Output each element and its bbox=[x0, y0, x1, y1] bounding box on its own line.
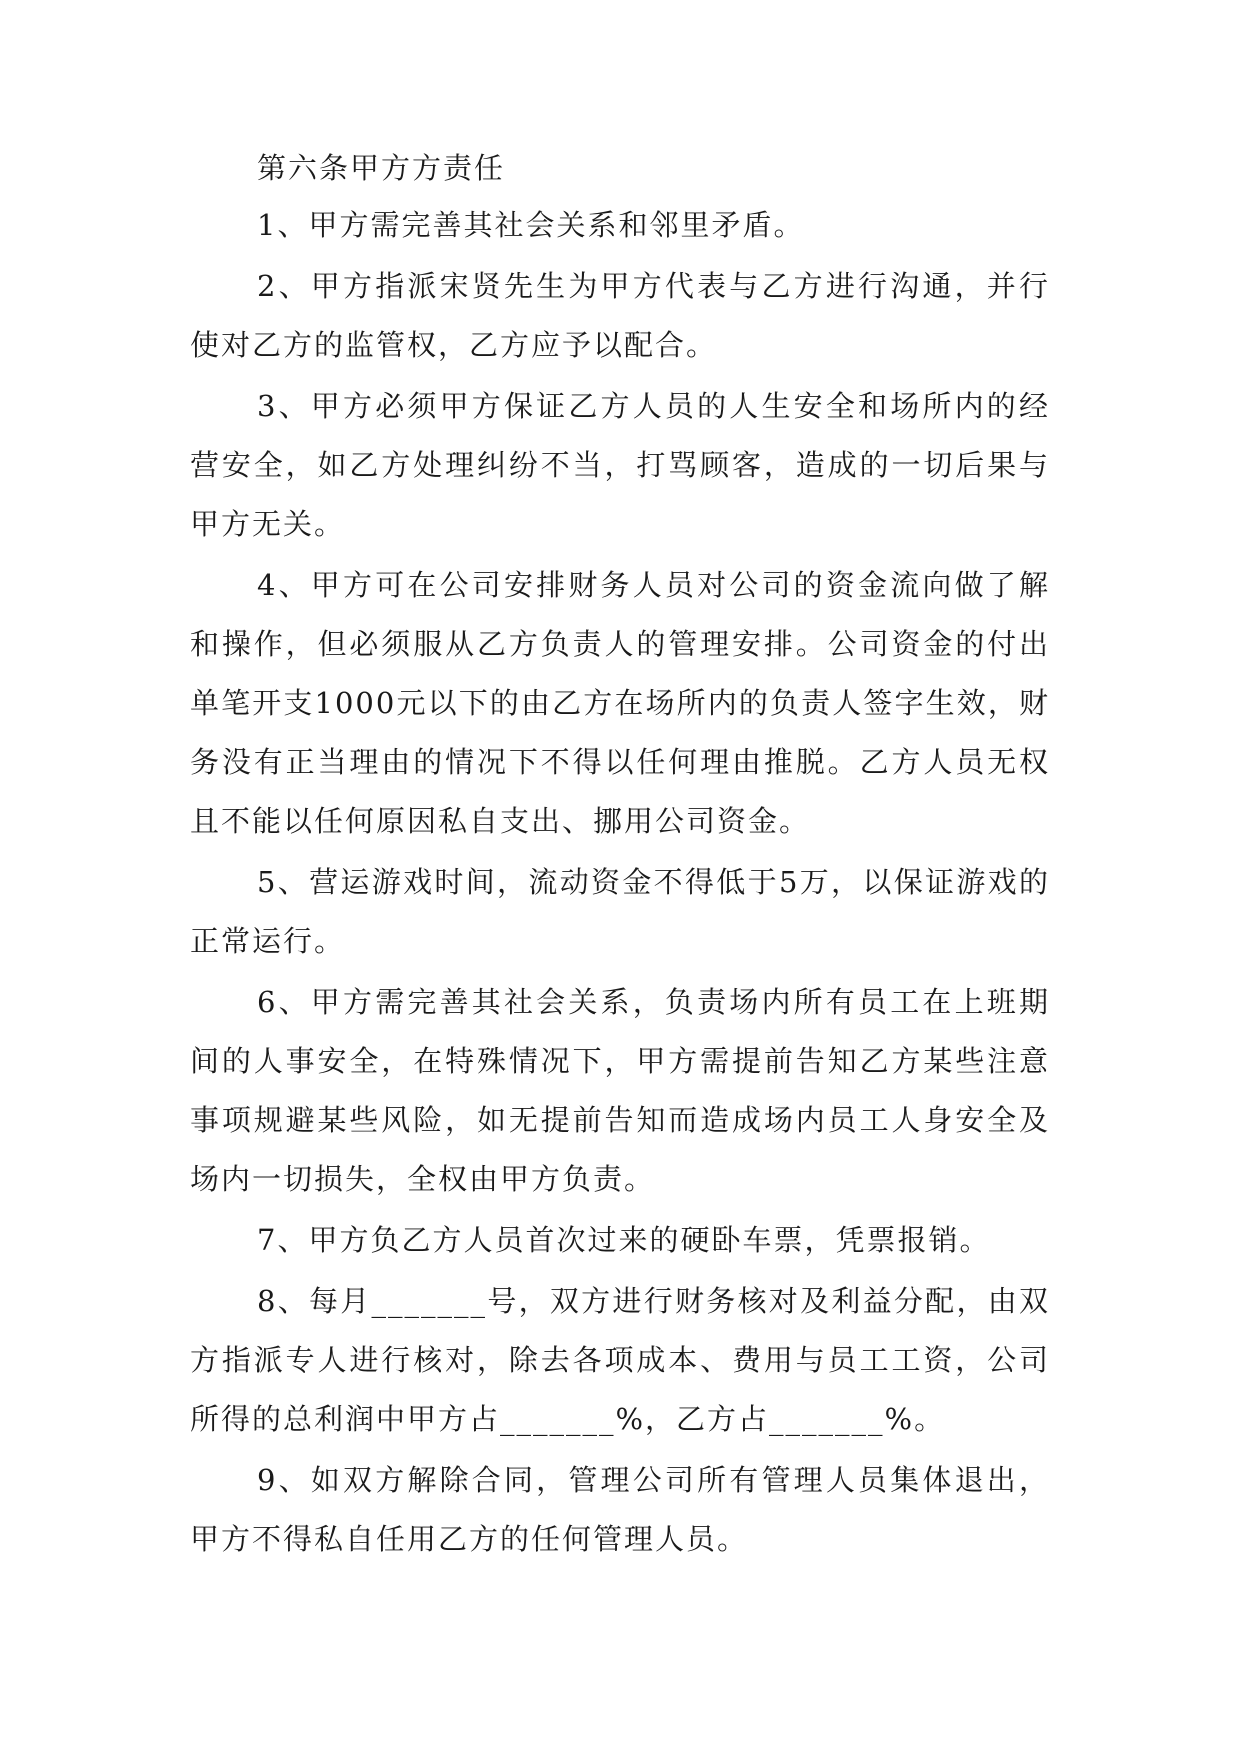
document-page bbox=[190, 140, 1050, 1569]
clause-8: 8、每月_______号，双方进行财务核对及利益分配，由双方指派专人进行核对，除去各项成本、费用与员工工资，公司所得的总利润中甲方占_______%，乙方占_______%。 bbox=[190, 1284, 1050, 1436]
clause-6: 6、甲方需完善其社会关系，负责场内所有员工在上班期间的人事安全，在特殊情况下，甲方需提前告知乙方某些注意事项规避某些风险，如无提前告知而造成场内员工人身安全及场内一切损失，全权由甲方负责。 bbox=[190, 985, 1050, 1196]
section-heading: 第六条甲方方责任 bbox=[257, 151, 506, 185]
clause-2: 2、甲方指派宋贤先生为甲方代表与乙方进行沟通，并行使对乙方的监管权，乙方应予以配合。 bbox=[190, 269, 1050, 362]
clause-7: 7、甲方负乙方人员首次过来的硬卧车票，凭票报销。 bbox=[257, 1223, 991, 1257]
clause-5: 5、营运游戏时间，流动资金不得低于5万，以保证游戏的正常运行。 bbox=[190, 865, 1050, 958]
clause-9: 9、如双方解除合同，管理公司所有管理人员集体退出，甲方不得私自任用乙方的任何管理人员。 bbox=[190, 1463, 1050, 1556]
clause-3: 3、甲方必须甲方保证乙方人员的人生安全和场所内的经营安全，如乙方处理纠纷不当，打骂顾客，造成的一切后果与甲方无关。 bbox=[190, 389, 1050, 541]
clause-4: 4、甲方可在公司安排财务人员对公司的资金流向做了解和操作，但必须服从乙方负责人的管理安排。公司资金的付出单笔开支1000元以下的由乙方在场所内的负责人签字生效，财务没有正当理由的情况下不得以任何理由推脱。乙方人员无权且不能以任何原因私自支出、挪用公司资金。 bbox=[190, 568, 1050, 838]
clause-1: 1、甲方需完善其社会关系和邻里矛盾。 bbox=[257, 208, 805, 242]
